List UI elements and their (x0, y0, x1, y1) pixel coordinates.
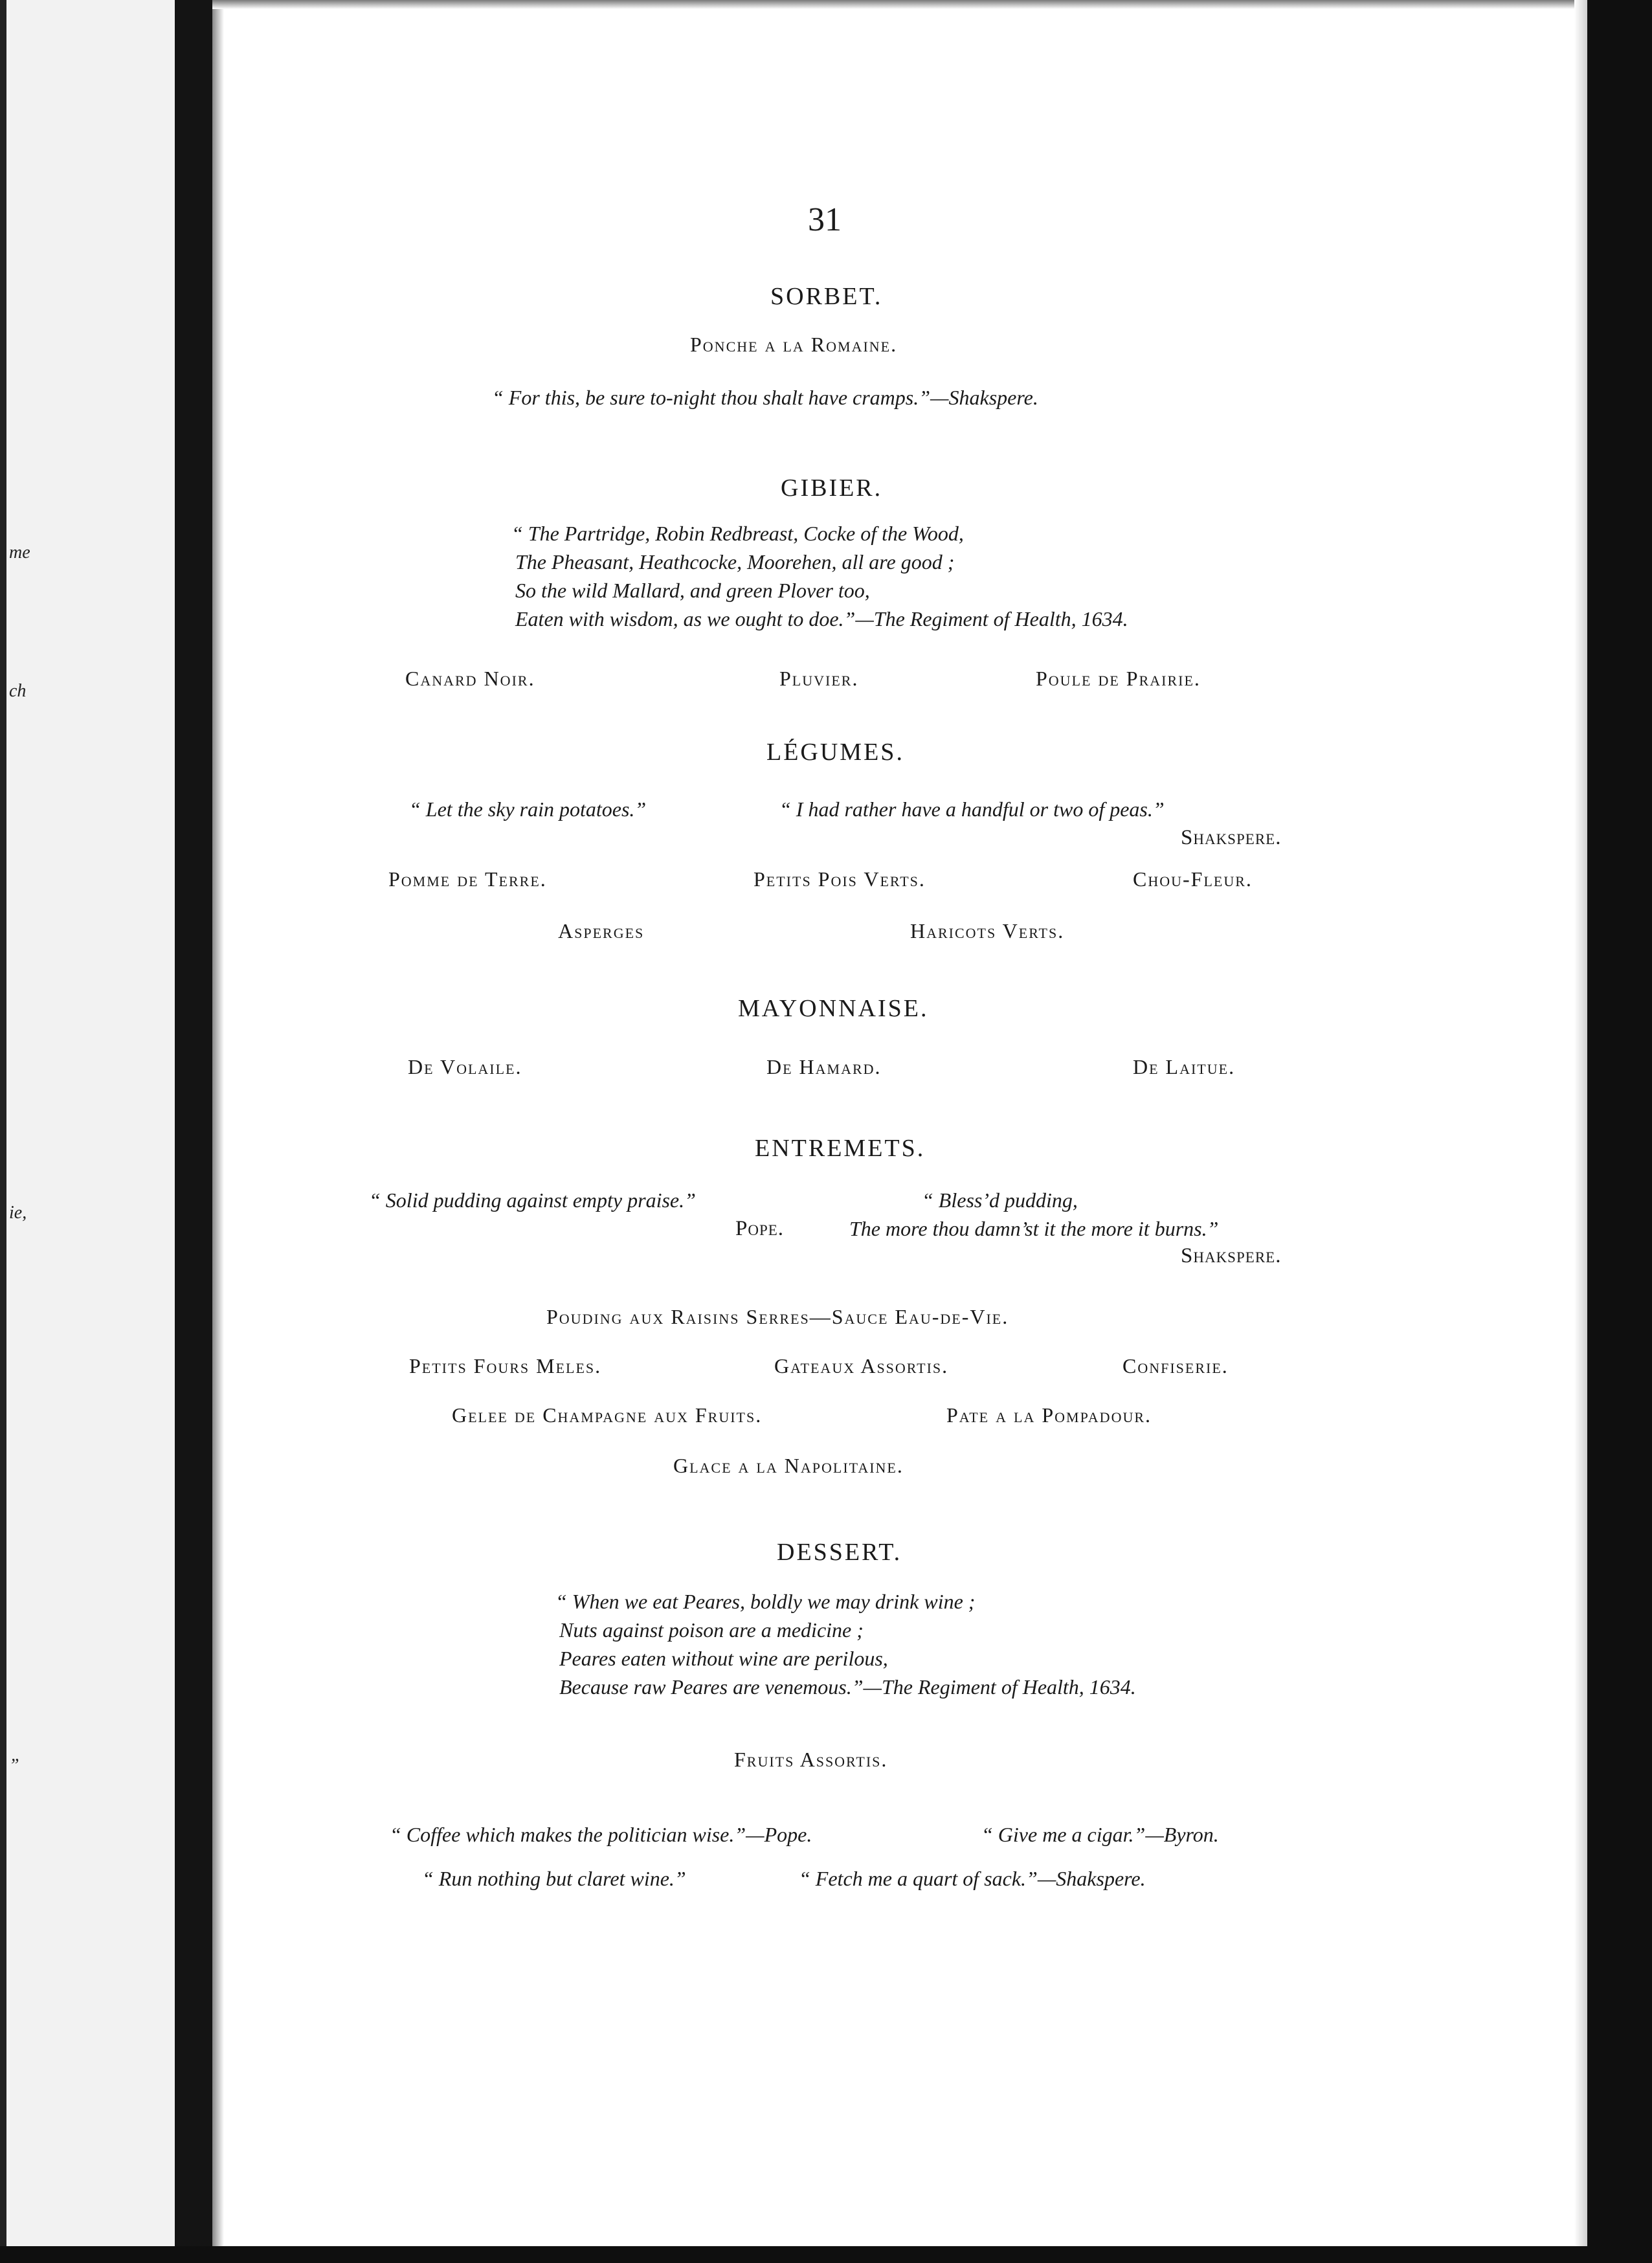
facing-page-fragment: me (9, 542, 30, 563)
quotation-line: Eaten with wisdom, as we ought to doe.”—The Regiment of Health, 1634. (515, 607, 1128, 630)
dish-item: Pluvier. (779, 667, 859, 690)
quotation: “ Give me a cigar.”—Byron. (981, 1823, 1219, 1846)
section-heading: SORBET. (770, 283, 883, 310)
dish-item: Petits Pois Verts. (753, 867, 926, 891)
dish-item: Ponche a la Romaine. (690, 333, 898, 356)
dish-item: Gateaux Assortis. (774, 1354, 949, 1377)
facing-page-strip (0, 0, 175, 2263)
quotation: “ Run nothing but claret wine.” (422, 1867, 686, 1890)
dish-item: Pate a la Pompadour. (946, 1403, 1152, 1427)
quotation-attribution: Shakspere. (1181, 826, 1282, 849)
facing-page-fragment: ie, (9, 1203, 27, 1223)
quotation-line: “ Bless’d pudding, (922, 1188, 1078, 1212)
facing-page-fragment: ” (9, 1756, 19, 1776)
scan-edge-bottom (0, 2246, 1652, 2263)
dish-item: Pomme de Terre. (388, 867, 547, 891)
quotation: “ Let the sky rain potatoes.” (409, 797, 647, 821)
gutter-shadow (212, 0, 224, 2263)
quotation-attribution: Shakspere. (1181, 1244, 1282, 1267)
scan-edge-left (0, 0, 6, 2263)
page-edge-shadow (1574, 0, 1587, 2263)
scan-edge-top (212, 0, 1587, 9)
quotation-line: The more thou damn’st it the more it burns.” (849, 1217, 1219, 1240)
section-heading: MAYONNAISE. (738, 995, 929, 1022)
quotation-attribution: Pope. (735, 1217, 785, 1240)
quotation: “ Coffee which makes the politician wise.”—Pope. (390, 1823, 812, 1846)
quotation-line: Nuts against poison are a medicine ; (559, 1618, 864, 1642)
section-heading: ENTREMETS. (755, 1135, 926, 1162)
dish-item: Pouding aux Raisins Serres—Sauce Eau-de-Vie. (546, 1305, 1009, 1328)
dish-item: Petits Fours Meles. (409, 1354, 602, 1377)
dish-item: Fruits Assortis. (734, 1748, 888, 1771)
book-binding-gutter (175, 0, 212, 2263)
quotation-line: The Pheasant, Heathcocke, Moorehen, all are good ; (515, 550, 955, 574)
dish-item: Gelee de Champagne aux Fruits. (452, 1403, 763, 1427)
dish-item: De Volaile. (408, 1055, 522, 1078)
dish-item: De Laitue. (1133, 1055, 1236, 1078)
section-heading: LÉGUMES. (766, 739, 904, 766)
page-number: 31 (808, 201, 842, 238)
quotation-line: So the wild Mallard, and green Plover too, (515, 579, 870, 602)
quotation-line: Peares eaten without wine are perilous, (559, 1647, 888, 1670)
section-heading: DESSERT. (777, 1539, 902, 1566)
dish-item: Chou-Fleur. (1133, 867, 1253, 891)
quotation: “ I had rather have a handful or two of peas.” (779, 797, 1165, 821)
dish-item: Asperges (558, 919, 645, 942)
quotation-line: Because raw Peares are venemous.”—The Regiment of Health, 1634. (559, 1675, 1136, 1699)
dish-item: Haricots Verts. (910, 919, 1065, 942)
quotation: “ For this, be sure to-night thou shalt have cramps.”—Shakspere. (492, 386, 1038, 409)
quotation-line: “ When we eat Peares, boldly we may drink wine ; (555, 1590, 976, 1613)
dish-item: Poule de Prairie. (1036, 667, 1201, 690)
dish-item: Confiserie. (1122, 1354, 1229, 1377)
facing-page-fragment: ch (9, 681, 27, 701)
dish-item: De Hamard. (766, 1055, 882, 1078)
scan-edge-right (1587, 0, 1652, 2263)
quotation: “ Solid pudding against empty praise.” (369, 1188, 696, 1212)
dish-item: Canard Noir. (405, 667, 535, 690)
dish-item: Glace a la Napolitaine. (673, 1454, 904, 1477)
section-heading: GIBIER. (781, 474, 883, 502)
quotation-line: “ The Partridge, Robin Redbreast, Cocke of the Wood, (511, 522, 964, 545)
quotation: “ Fetch me a quart of sack.”—Shakspere. (799, 1867, 1146, 1890)
